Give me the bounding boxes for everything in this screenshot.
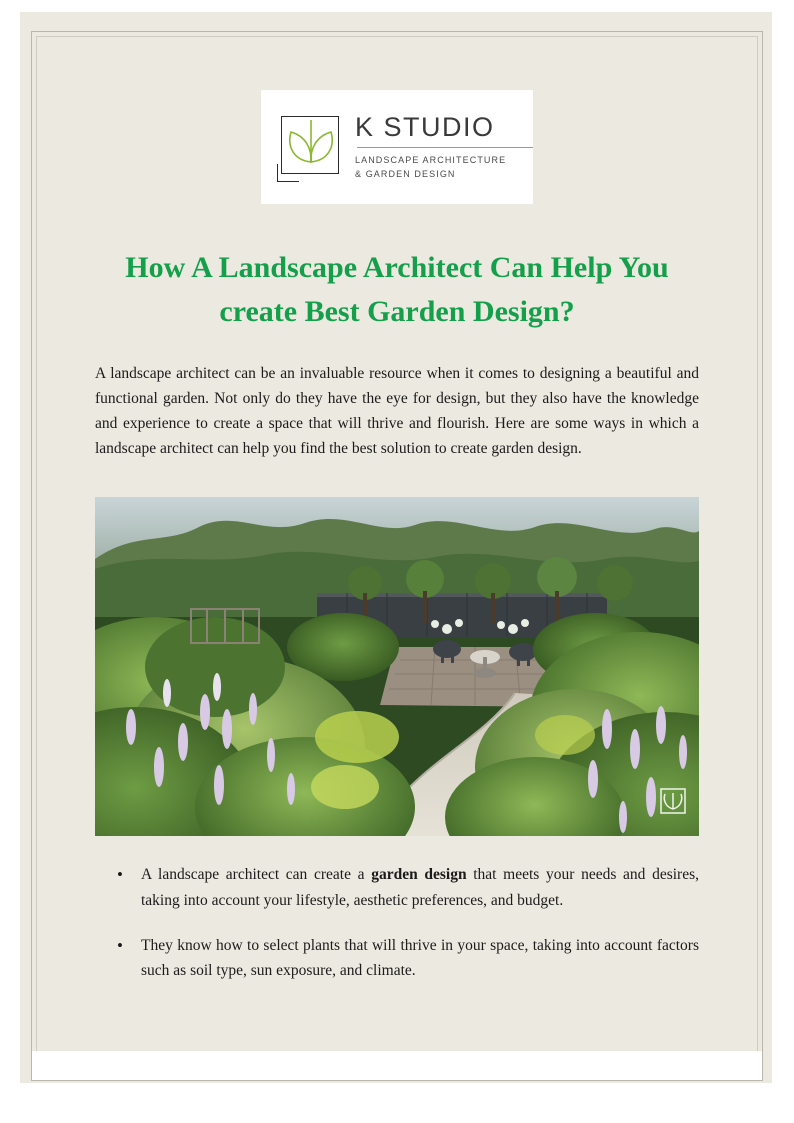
- logo-brand: K STUDIO: [355, 111, 495, 142]
- bullet-text-before: A landscape architect can create a: [141, 866, 372, 884]
- page-margin-right: [772, 0, 794, 1123]
- logo-tagline-line2: & GARDEN DESIGN: [355, 168, 456, 179]
- page-margin-left: [0, 0, 20, 1123]
- logo-tagline-line1: LANDSCAPE ARCHITECTURE: [355, 155, 507, 166]
- logo: [261, 90, 533, 204]
- page-title: How A Landscape Architect Can Help You create Best Garden Design?: [125, 251, 669, 328]
- intro-paragraph: A landscape architect can be an invaluable resource when it comes to designing a beautiful and functional garden. Not only do they have the eye for design, but they also have the knowledge and experience to create a space that will thrive and flourish. Here are some ways in which a landscape architect can help you find the best solution to create garden design.: [95, 365, 699, 458]
- bullet-text-before: They know how to select plants that will thrive in your space, taking into account factors such as soil type, sun exposure, and climate.: [141, 936, 699, 979]
- logo-text: [355, 113, 533, 182]
- list-item: [141, 933, 699, 983]
- page-footer-strip: [32, 1051, 762, 1080]
- bullet-list: [95, 862, 699, 982]
- bullet-text-after: that meets your needs and desires, taking into account your lifestyle, aesthetic preferences, and budget.: [141, 866, 699, 909]
- bullet-text-bold: garden design: [371, 866, 467, 884]
- list-item: [141, 862, 699, 912]
- page-content: [95, 60, 699, 1003]
- page-margin-bottom: [0, 1083, 794, 1123]
- page-margin-top: [0, 0, 794, 12]
- logo-divider: [357, 147, 533, 148]
- logo-leaf-icon: [275, 110, 349, 184]
- garden-photo: [95, 497, 699, 836]
